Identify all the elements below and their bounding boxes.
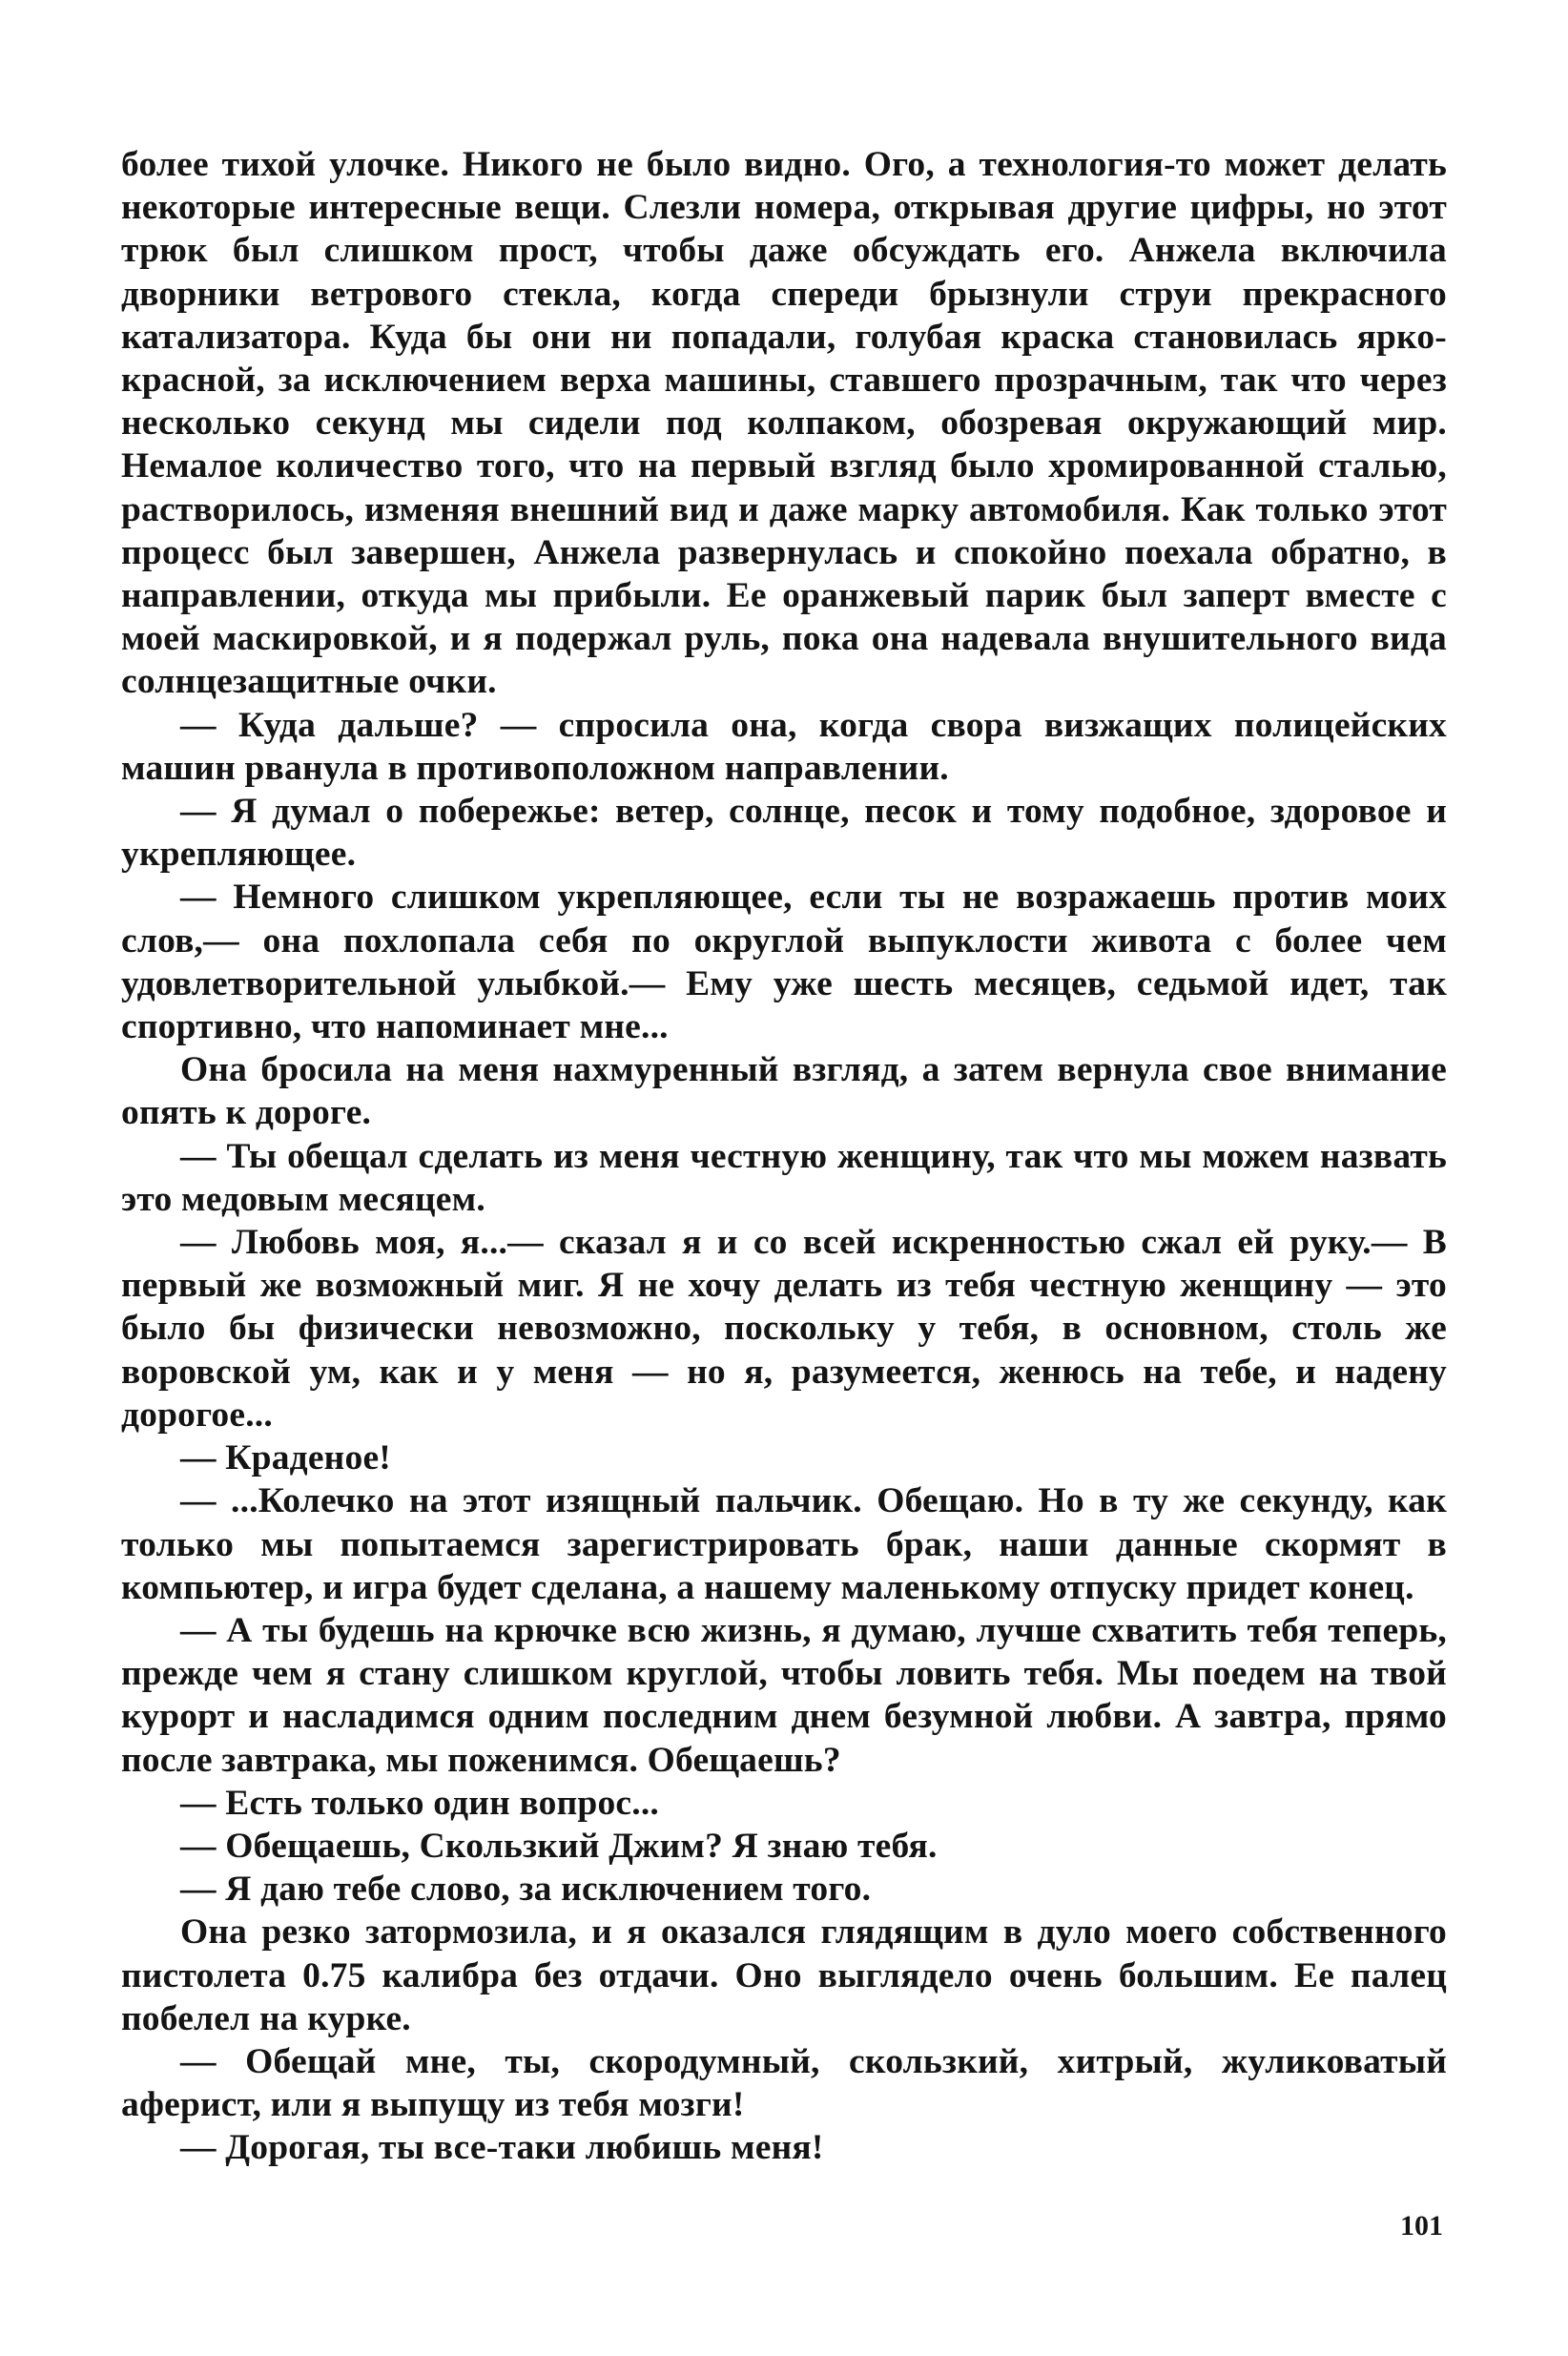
dialogue-paragraph: — Куда дальше? — спросила она, когда свора визжащих полицейских машин рванула в противоположном направлении. [121,705,1447,788]
dialogue-paragraph: — ...Колечко на этот изящный пальчик. Обещаю. Но в ту же секунду, как только мы попытаемся зарегистрировать брак, наши данные скормят в компьютер, и игра будет сделана, а нашему маленькому отпуску придет конец. [121,1481,1447,1607]
dialogue-paragraph: — Любовь моя, я...— сказал я и со всей искренностью сжал ей руку.— В первый же возможный миг. Я не хочу делать из тебя честную женщину — это было бы физически невозможно, поскольку у тебя, в основном, столь же воровской ум, как и у меня — но я, разумеется, женюсь на тебе, и надену дорогое... [121,1223,1447,1435]
dialogue-paragraph: — Дорогая, ты все-таки любишь меня! [180,2128,824,2168]
dialogue-paragraph: — Краденое! [180,1438,391,1478]
paragraph: более тихой улочке. Никого не было видно. Ого, а технология-то может делать некоторые интересные вещи. Слезли номера, открывая другие цифры, но этот трюк был слишком прост, чтобы даже обсуждать его. Анжела включила дворники ветрового стекла, когда спереди брызнули струи прекрасного катализатора. Куда бы они ни попадали, голубая краска становилась ярко-красной, за исключением верха машины, ставшего прозрачным, так что через несколько секунд мы сидели под колпаком, обозревая окружающий мир. Немалое количество того, что на первый взгляд было хромированной сталью, растворилось, изменяя внешний вид и даже марку автомобиля. Как только этот процесс был завершен, Анжела развернулась и спокойно поехала обратно, в направлении, откуда мы прибыли. Ее оранжевый парик был заперт вместе с моей маскировкой, и я подержал руль, пока она надевала внушительного вида солнцезащитные очки. [121,145,1447,702]
dialogue-paragraph: — А ты будешь на крючке всю жизнь, я думаю, лучше схватить тебя теперь, прежде чем я стану слишком круглой, чтобы ловить тебя. Мы поедем на твой курорт и насладимся одним последним днем безумной любви. А завтра, прямо после завтрака, мы поженимся. Обещаешь? [121,1610,1447,1780]
dialogue-paragraph: — Я думал о побережье: ветер, солнце, песок и тому подобное, здоровое и укрепляющее. [121,792,1447,875]
dialogue-paragraph: — Обещай мне, ты, скородумный, скользкий, хитрый, жуликоватый аферист, или я выпущу из тебя мозги! [121,2041,1447,2125]
dialogue-paragraph: — Я даю тебе слово, за исключением того. [180,1870,872,1910]
paragraph: Она резко затормозила, и я оказался глядящим в дуло моего собственного пистолета 0.75 калибра без отдачи. Оно выглядело очень большим. Ее палец побелел на курке. [121,1912,1447,2038]
dialogue-paragraph: — Немного слишком укрепляющее, если ты не возражаешь против моих слов,— она похлопала себя по округлой выпуклости живота с более чем удовлетворительной улыбкой.— Ему уже шесть месяцев, седьмой идет, так спортивно, что напоминает мне... [121,878,1447,1047]
dialogue-paragraph: — Есть только один вопрос... [180,1783,659,1823]
dialogue-paragraph: — Ты обещал сделать из меня честную женщину, так что мы можем назвать это медовым месяцем. [121,1136,1447,1219]
paragraph: Она бросила на меня нахмуренный взгляд, а затем вернула свое внимание опять к дороге. [121,1050,1447,1133]
dialogue-paragraph: — Обещаешь, Скользкий Джим? Я знаю тебя. [180,1826,938,1866]
page-number: 101 [1400,2210,1443,2242]
page-body-text [121,143,1447,2170]
